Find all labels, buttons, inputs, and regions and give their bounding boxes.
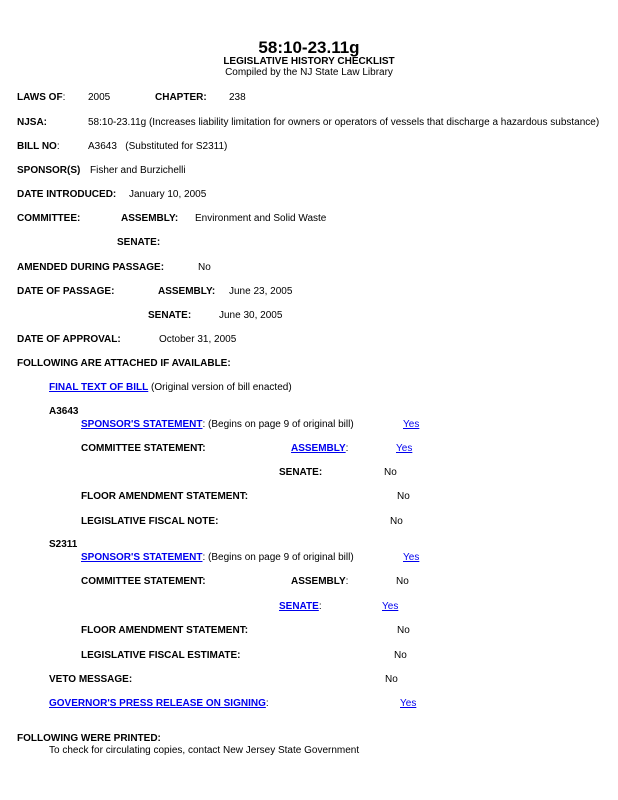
- a3643-committee-label: COMMITTEE STATEMENT:: [81, 443, 206, 454]
- amended-value: No: [198, 262, 211, 273]
- njsa-label: NJSA:: [17, 117, 48, 128]
- s2311-fiscal-value: No: [394, 650, 407, 661]
- chapter-label: CHAPTER:: [155, 92, 207, 103]
- bill-no-label: BILL NO: [17, 141, 57, 152]
- attached-heading: FOLLOWING ARE ATTACHED IF AVAILABLE:: [17, 358, 231, 369]
- checklist-subtitle: LEGISLATIVE HISTORY CHECKLIST: [223, 56, 395, 67]
- committee-label: COMMITTEE:: [17, 213, 81, 224]
- a3643-fiscal-value: No: [390, 516, 403, 527]
- governor-colon: :: [265, 698, 269, 709]
- njsa-value: 58:10-23.11g (Increases liability limitation for owners or operators of vessels that discharge a hazardous substance): [88, 117, 600, 128]
- s2311-sponsor-yes-link[interactable]: Yes: [403, 552, 420, 563]
- s2311-sponsor-row: [81, 552, 354, 564]
- sponsors-label: SPONSOR(S): [17, 165, 81, 176]
- laws-of-value: 2005: [88, 92, 111, 103]
- s2311-senate-link[interactable]: SENATE: [279, 601, 319, 612]
- passage-assembly-value: June 23, 2005: [229, 286, 293, 297]
- passage-assembly-label: ASSEMBLY:: [158, 286, 216, 297]
- final-text-note: (Original version of bill enacted): [148, 382, 292, 393]
- s2311-assembly-colon: :: [345, 576, 349, 587]
- amended-label: AMENDED DURING PASSAGE:: [17, 262, 165, 273]
- veto-label: VETO MESSAGE:: [49, 674, 133, 685]
- bill-no-value: A3643 (Substituted for S2311): [88, 141, 228, 152]
- laws-of-colon: :: [62, 92, 66, 103]
- s2311-assembly-value: No: [396, 576, 409, 587]
- s2311-floor-value: No: [397, 625, 410, 636]
- s2311-heading: S2311: [49, 539, 78, 550]
- governor-press-release-link[interactable]: GOVERNOR'S PRESS RELEASE ON SIGNING: [49, 698, 266, 709]
- s2311-assembly-label: ASSEMBLY: [291, 576, 346, 587]
- a3643-assembly-colon: :: [345, 443, 349, 454]
- laws-of-label-wrap: [17, 92, 65, 104]
- sponsors-value: Fisher and Burzichelli: [90, 165, 186, 176]
- chapter-value: 238: [229, 92, 246, 103]
- committee-assembly-label: ASSEMBLY:: [121, 213, 179, 224]
- a3643-sponsor-yes-link[interactable]: Yes: [403, 419, 420, 430]
- a3643-senate-label: SENATE:: [279, 467, 323, 478]
- a3643-floor-value: No: [397, 491, 410, 502]
- committee-assembly-value: Environment and Solid Waste: [195, 213, 327, 224]
- s2311-fiscal-label: LEGISLATIVE FISCAL ESTIMATE:: [81, 650, 241, 661]
- date-introduced-label: DATE INTRODUCED:: [17, 189, 117, 200]
- final-text-link[interactable]: FINAL TEXT OF BILL: [49, 382, 149, 393]
- a3643-assembly-yes-link[interactable]: Yes: [396, 443, 413, 454]
- printed-note: To check for circulating copies, contact New Jersey State Government: [49, 745, 360, 756]
- veto-value: No: [385, 674, 398, 685]
- date-introduced-value: January 10, 2005: [129, 189, 207, 200]
- governor-yes-link[interactable]: Yes: [400, 698, 417, 709]
- a3643-floor-label: FLOOR AMENDMENT STATEMENT:: [81, 491, 249, 502]
- s2311-sponsor-note: : (Begins on page 9 of original bill): [202, 552, 354, 563]
- a3643-sponsor-note: : (Begins on page 9 of original bill): [202, 419, 354, 430]
- a3643-assembly-link[interactable]: ASSEMBLY: [291, 443, 346, 454]
- a3643-fiscal-label: LEGISLATIVE FISCAL NOTE:: [81, 516, 219, 527]
- date-of-approval-value: October 31, 2005: [159, 334, 237, 345]
- laws-of-label: LAWS OF: [17, 92, 63, 103]
- a3643-sponsor-statement-link[interactable]: SPONSOR'S STATEMENT: [81, 419, 203, 430]
- page-title: 58:10-23.11g: [258, 38, 360, 57]
- a3643-senate-value: No: [384, 467, 397, 478]
- final-text-row: [49, 382, 292, 394]
- s2311-senate-row: [279, 601, 322, 613]
- s2311-senate-yes-link[interactable]: Yes: [382, 601, 399, 612]
- printed-heading: FOLLOWING WERE PRINTED:: [17, 733, 161, 744]
- s2311-floor-label: FLOOR AMENDMENT STATEMENT:: [81, 625, 249, 636]
- a3643-assembly-row: [291, 443, 348, 455]
- passage-senate-value: June 30, 2005: [219, 310, 283, 321]
- compiled-by: Compiled by the NJ State Law Library: [225, 67, 393, 78]
- bill-no-label-wrap: [17, 141, 60, 153]
- bill-no-colon: :: [56, 141, 60, 152]
- passage-senate-label: SENATE:: [148, 310, 192, 321]
- committee-senate-label: SENATE:: [117, 237, 161, 248]
- s2311-assembly-row: [291, 576, 348, 588]
- s2311-committee-label: COMMITTEE STATEMENT:: [81, 576, 206, 587]
- date-of-passage-label: DATE OF PASSAGE:: [17, 286, 115, 297]
- s2311-sponsor-statement-link[interactable]: SPONSOR'S STATEMENT: [81, 552, 203, 563]
- a3643-heading: A3643: [49, 406, 79, 417]
- a3643-sponsor-row: [81, 419, 354, 431]
- s2311-senate-colon: :: [318, 601, 322, 612]
- date-of-approval-label: DATE OF APPROVAL:: [17, 334, 121, 345]
- governor-row: [49, 698, 269, 710]
